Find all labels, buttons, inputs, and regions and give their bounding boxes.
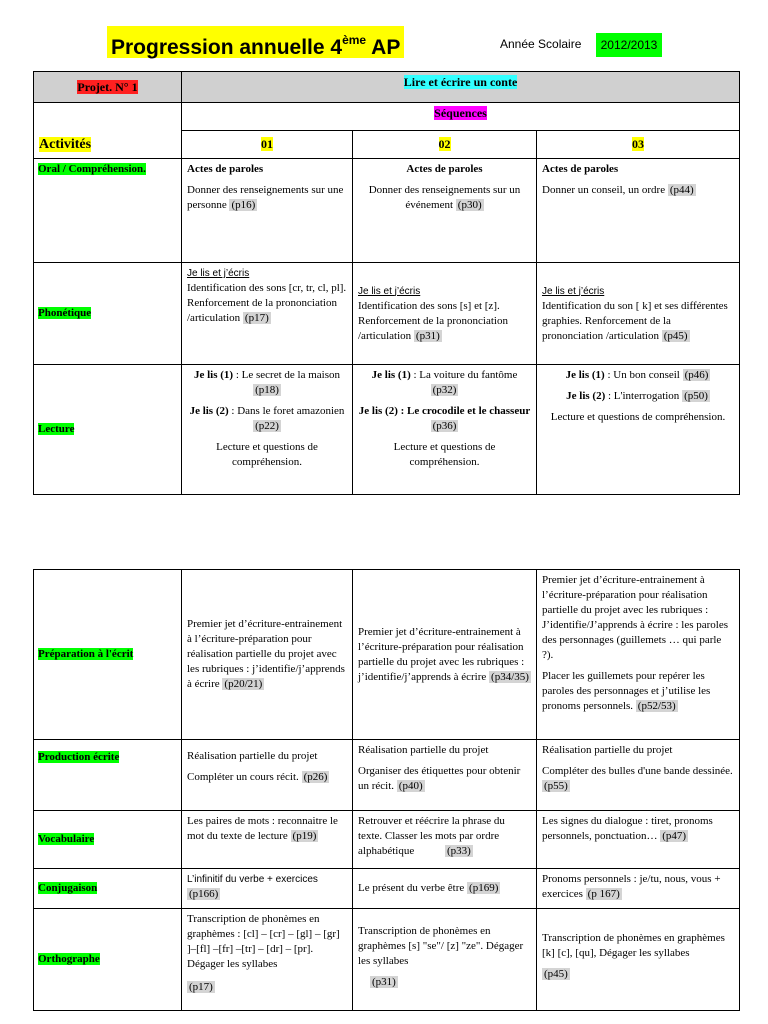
- phonetique-cell-02: Je lis et j’écris Identification des sons [s] et [z]. Renforcement de la prononciation /articulation (p31): [353, 263, 537, 365]
- seq-header-01: 01: [182, 131, 353, 159]
- preparation-cell-03: Premier jet d’écriture-entrainement à l’écriture-préparation pour réalisation partielle du projet avec les rubriques : J’identifie/J’apprends à écrire : les paroles des personnages (guillemets … qui parle ?). Placer les guillemets pour repérer les paroles des personnages et j’utilise les pronoms personnels. (p52/53): [537, 570, 740, 740]
- projet-label: Projet. N° 1: [77, 79, 138, 94]
- vocabulaire-cell-02: Retrouver et réécrire la phrase du texte. Classer les mots par ordre alphabétique (p33): [353, 811, 537, 869]
- progression-table-1: [33, 71, 740, 495]
- row-label-phonetique: Phonétique: [34, 263, 182, 365]
- preparation-cell-02: Premier jet d’écriture-entrainement à l’écriture-préparation pour réalisation partielle du projet avec les rubriques : j’identifie/j’apprends à écrire (p34/35): [353, 570, 537, 740]
- orthographe-cell-03: Transcription de phonèmes en graphèmes [k] [c], [qu], Dégager les syllabes (p45): [537, 909, 740, 1011]
- row-conjugaison: [34, 869, 740, 909]
- row-label-conjugaison: Conjugaison: [34, 869, 182, 909]
- orthographe-cell-02: Transcription de phonèmes en graphèmes [s] "se"/ [z] "ze". Dégager les syllabes (p31): [353, 909, 537, 1011]
- conjugaison-cell-01: L’infinitif du verbe + exercices (p166): [182, 869, 353, 909]
- row-orthographe: [34, 909, 740, 1011]
- sequences-cell: [182, 103, 740, 131]
- lecture-cell-02: Je lis (1) : La voiture du fantôme (p32) Je lis (2) : Le crocodile et le chasseur (p36) Lecture et questions de compréhension.: [353, 365, 537, 495]
- row-label-lecture: Lecture: [34, 365, 182, 495]
- phonetique-cell-03: Je lis et j’écris Identification du son [ k] et ses différentes graphies. Renforcement de la prononciation /articulation (p45): [537, 263, 740, 365]
- row-lecture: [34, 365, 740, 495]
- projet-cell: [34, 72, 182, 103]
- preparation-cell-01: Premier jet d’écriture-entrainement à l’écriture-préparation pour réalisation partielle du projet avec les rubriques : j’identifie/j’apprends à écrire (p20/21): [182, 570, 353, 740]
- conjugaison-cell-03: Pronoms personnels : je/tu, nous, vous + exercices (p 167): [537, 869, 740, 909]
- row-label-production: Production écrite: [34, 740, 182, 811]
- lecture-cell-01: Je lis (1) : Le secret de la maison (p18) Je lis (2) : Dans le foret amazonien (p22) Lecture et questions de compréhension.: [182, 365, 353, 495]
- vocabulaire-cell-01: Les paires de mots : reconnaitre le mot du texte de lecture (p19): [182, 811, 353, 869]
- row-label-oral: Oral / Compréhension.: [34, 159, 182, 263]
- production-cell-01: Réalisation partielle du projet Compléter un cours récit. (p26): [182, 740, 353, 811]
- phonetique-cell-01: Je lis et j’écris Identification des sons [cr, tr, cl, pl]. Renforcement de la prononciation /articulation (p17): [182, 263, 353, 365]
- seq-header-03: 03: [537, 131, 740, 159]
- row-label-orthographe: Orthographe: [34, 909, 182, 1011]
- progression-table-2: [33, 569, 740, 1011]
- row-production: [34, 740, 740, 811]
- sequences-label: Séquences: [434, 106, 487, 120]
- activites-cell: [34, 103, 182, 159]
- projet-title-cell: [182, 72, 740, 103]
- row-label-vocabulaire: Vocabulaire: [34, 811, 182, 869]
- production-cell-02: Réalisation partielle du projet Organiser des étiquettes pour obtenir un récit. (p40): [353, 740, 537, 811]
- projet-title: Lire et écrire un conte: [403, 75, 518, 89]
- conjugaison-cell-02: Le présent du verbe être (p169): [353, 869, 537, 909]
- orthographe-cell-01: Transcription de phonèmes en graphèmes : [cl] – [cr] – [gl] – [gr] ]–[fl] –[fr] –[tr] – [dr] – [pr]. Dégager les syllabes (p17): [182, 909, 353, 1011]
- lecture-cell-03: Je lis (1) : Un bon conseil (p46) Je lis (2) : L'interrogation (p50) Lecture et questions de compréhension.: [537, 365, 740, 495]
- vocabulaire-cell-03: Les signes du dialogue : tiret, pronoms personnels, ponctuation… (p47): [537, 811, 740, 869]
- row-label-preparation: Préparation à l'écrit: [34, 570, 182, 740]
- row-preparation: [34, 570, 740, 740]
- row-vocabulaire: [34, 811, 740, 869]
- production-cell-03: Réalisation partielle du projet Compléter des bulles d'une bande dessinée. (p55): [537, 740, 740, 811]
- row-oral: [34, 159, 740, 263]
- seq-header-02: 02: [353, 131, 537, 159]
- activites-label: Activités: [39, 137, 92, 152]
- oral-cell-01: Actes de paroles Donner des renseignements sur une personne (p16): [182, 159, 353, 263]
- page-title: Progression annuelle 4ème AP: [107, 26, 404, 58]
- annee-value: 2012/2013: [596, 33, 662, 57]
- row-phonetique: [34, 263, 740, 365]
- annee-label: Année Scolaire: [500, 37, 582, 51]
- oral-cell-03: Actes de paroles Donner un conseil, un ordre (p44): [537, 159, 740, 263]
- oral-cell-02: Actes de paroles Donner des renseignements sur un événement (p30): [353, 159, 537, 263]
